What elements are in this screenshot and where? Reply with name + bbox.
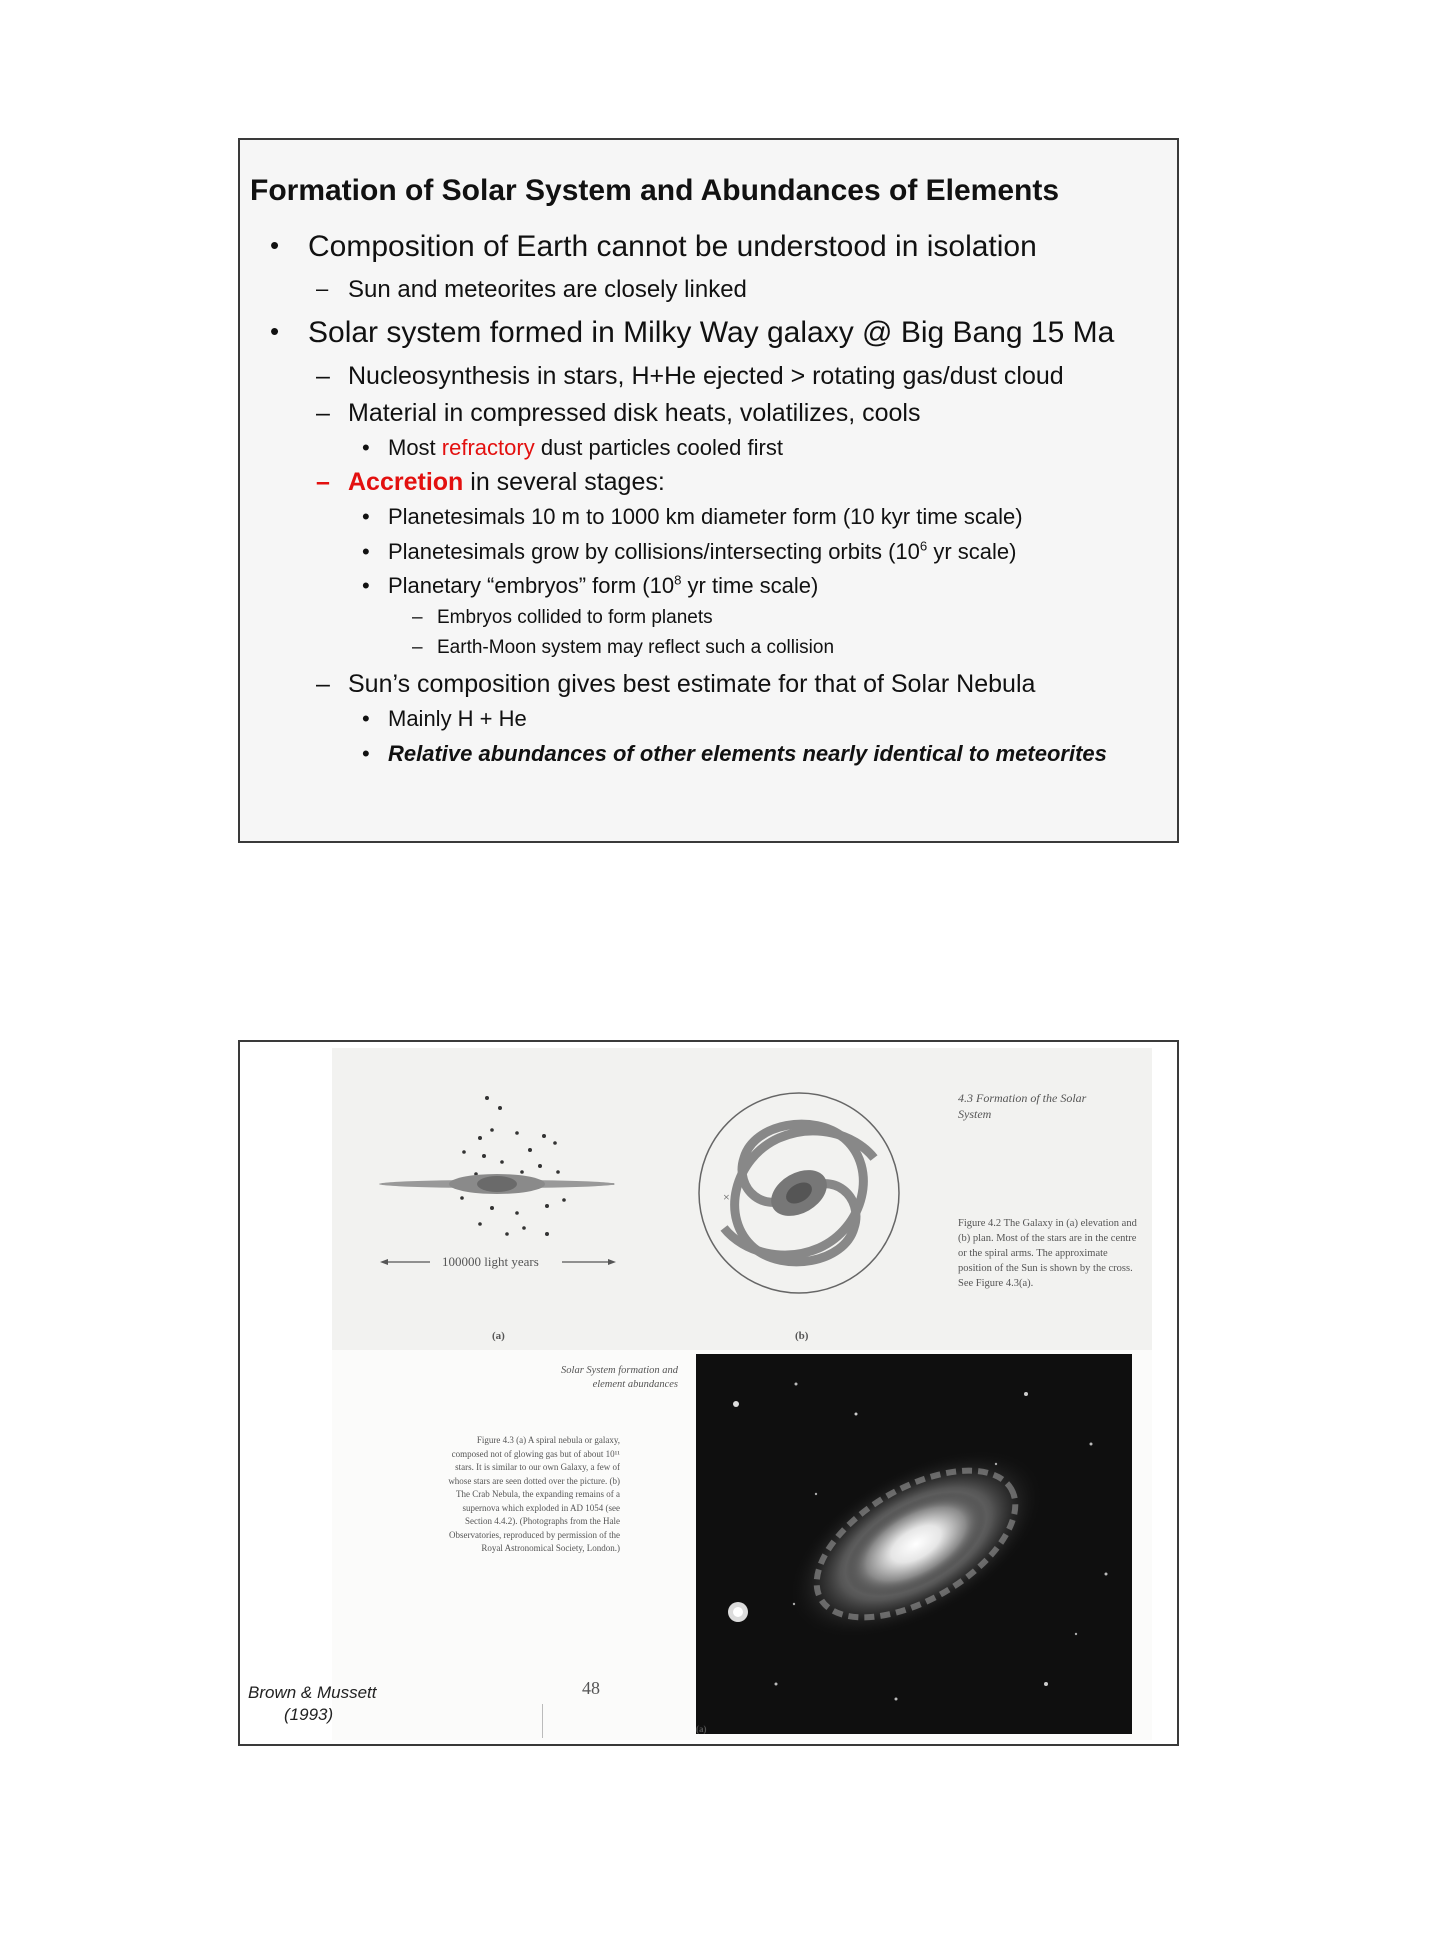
dash-marker: – [412, 607, 423, 628]
sub-nucleosynthesis: Nucleosynthesis in stars, H+He ejected > rotating gas/dust cloud [348, 362, 1064, 390]
scanned-page [332, 1048, 1152, 1740]
panel-a-label: (a) [492, 1330, 505, 1342]
sub-sun-meteorites: Sun and meteorites are closely linked [348, 276, 747, 303]
source-credit [248, 1682, 377, 1726]
bullet-composition-earth: Composition of Earth cannot be understood in isolation [308, 230, 1037, 263]
bullet-marker: • [270, 316, 280, 346]
credit-year: (1993) [284, 1705, 334, 1724]
sub-sun-composition: Sun’s composition gives best estimate for that of Solar Nebula [348, 670, 1036, 698]
scale-label: 100000 light years [442, 1254, 539, 1269]
subsub-mainly-h-he: Mainly H + He [388, 706, 527, 731]
figure-4-3-caption: Figure 4.3 (a) A spiral nebula or galaxy, composed not of glowing gas but of about 10¹¹ stars. It is similar to our own Galaxy, a few of whose stars are seen dotted over the picture. (b) The Crab Nebula, the expanding remains of a supernova which exploded in AD 1054 (see Section 4.4.2). (Photographs from the Hale Observatories, reproduced by permission of the Royal Astronomical Society, London.) [448, 1435, 620, 1553]
dash-marker-red: – [316, 468, 330, 496]
bullet-marker: • [362, 573, 370, 598]
dash-marker: – [316, 276, 329, 301]
sun-position-cross: × [723, 1190, 730, 1204]
bullet-marker: • [362, 435, 370, 460]
bullet-marker: • [362, 706, 370, 731]
subsub-relative-abundances: Relative abundances of other elements nearly identical to meteorites [388, 741, 1107, 766]
bullet-solar-system-formed: Solar system formed in Milky Way galaxy @ Big Bang 15 Ma [308, 316, 1115, 349]
sub-accretion: Accretion in several stages: [348, 468, 665, 496]
page-number: 48 [582, 1678, 600, 1698]
dash-marker: – [412, 637, 423, 658]
level4-embryos-collided: Embryos collided to form planets [437, 607, 713, 628]
subsub-refractory: Most refractory dust particles cooled first [388, 435, 783, 460]
dash-marker: – [316, 362, 330, 390]
photo-panel-label: (a) [696, 1724, 707, 1734]
level4-earth-moon: Earth-Moon system may reflect such a collision [437, 637, 835, 658]
bullet-marker: • [362, 539, 370, 564]
bullet-marker: • [270, 230, 280, 260]
subsub-embryos-form: Planetary “embryos” form ($10^8$ yr time scale) [388, 572, 819, 598]
credit-authors: Brown & Mussett [248, 1683, 377, 1702]
dash-marker: – [316, 670, 330, 698]
sub-material-disk: Material in compressed disk heats, volatilizes, cools [348, 399, 921, 427]
slide-scanned-textbook-page [238, 1040, 1179, 1746]
side-header: Solar System formation and element abundances [561, 1365, 678, 1390]
figure-4-2-caption: Figure 4.2 The Galaxy in (a) elevation and (b) plan. Most of the stars are in the centre or the spiral arms. The approximate position of the Sun is shown by the cross. See Figure 4.3(a). [958, 1218, 1137, 1289]
section-header-caption: 4.3 Formation of the Solar System [958, 1091, 1087, 1121]
bullet-marker: • [362, 504, 370, 529]
subsub-planetesimals-form: Planetesimals 10 m to 1000 km diameter form (10 kyr time scale) [388, 504, 1023, 529]
slide-title: Formation of Solar System and Abundances of Elements [250, 174, 1060, 207]
panel-b-label: (b) [795, 1330, 809, 1342]
spiral-galaxy-photo [696, 1354, 1132, 1734]
subsub-planetesimals-grow: Planetesimals grow by collisions/intersecting orbits ($10^6$ yr scale) [388, 538, 1017, 564]
bullet-marker: • [362, 741, 370, 766]
slide-formation-solar-system [238, 138, 1179, 843]
dash-marker: – [316, 399, 330, 427]
